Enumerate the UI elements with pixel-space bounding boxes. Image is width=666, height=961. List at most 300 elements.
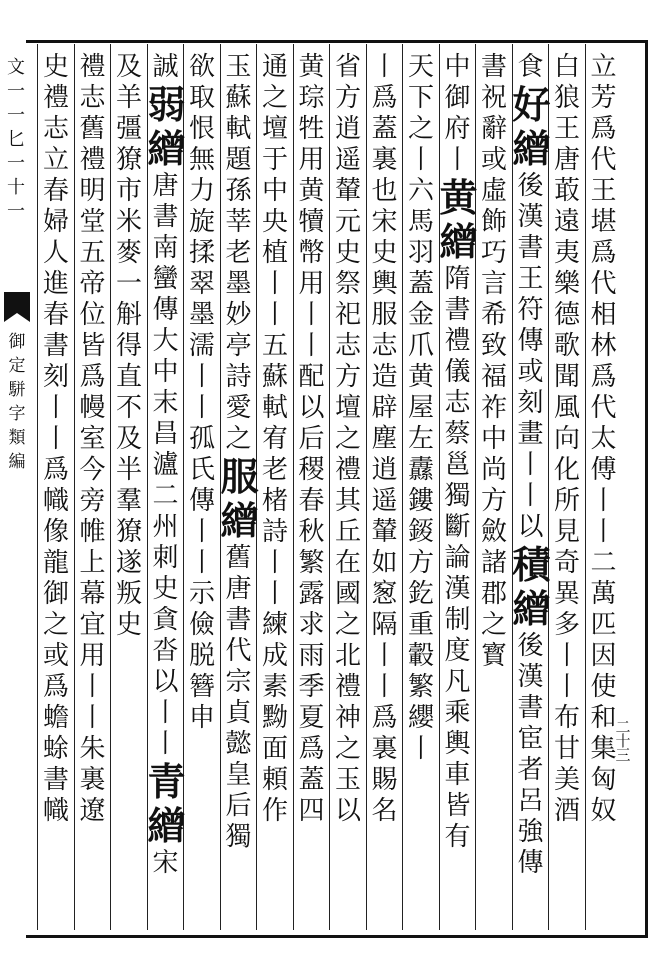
glyph: 見 xyxy=(553,517,580,547)
glyph: 方 xyxy=(334,362,361,392)
glyph: 其 xyxy=(334,486,361,516)
glyph: 因 xyxy=(590,641,617,671)
glyph: 食 xyxy=(517,52,544,82)
glyph: 昌 xyxy=(152,419,179,449)
margin-glyph: 類 xyxy=(8,428,26,448)
glyph: 志 xyxy=(371,331,398,361)
text-column xyxy=(75,52,111,827)
glyph: 面 xyxy=(261,734,288,764)
glyph: 力 xyxy=(188,176,215,206)
glyph: 軾 xyxy=(261,393,288,423)
glyph: 壇 xyxy=(334,393,361,423)
glyph: 夷 xyxy=(553,238,580,268)
glyph: 恨 xyxy=(188,114,215,144)
glyph: 亭 xyxy=(225,331,252,361)
glyph: 繒 xyxy=(147,803,186,848)
glyph: 明 xyxy=(79,176,106,206)
glyph: 隋 xyxy=(444,264,471,294)
glyph: 爪 xyxy=(407,331,434,361)
glyph: 風 xyxy=(553,393,580,423)
glyph: 書 xyxy=(517,233,544,263)
glyph: 轂 xyxy=(407,641,434,671)
glyph: 蔡 xyxy=(444,419,471,449)
glyph: 奇 xyxy=(553,548,580,578)
glyph: 得 xyxy=(115,331,142,361)
glyph: 之 xyxy=(334,734,361,764)
margin-top-fragment xyxy=(2,56,30,224)
glyph: 禮 xyxy=(79,145,106,175)
glyph: 禮 xyxy=(42,83,69,113)
glyph: 壇 xyxy=(261,114,288,144)
glyph: 繒 xyxy=(512,586,551,631)
glyph: 論 xyxy=(444,543,471,573)
glyph: 黄 xyxy=(439,175,478,220)
glyph: 五 xyxy=(79,238,106,268)
glyph: 強 xyxy=(517,817,544,847)
glyph: 詩 xyxy=(261,517,288,547)
glyph: 濡 xyxy=(188,331,215,361)
glyph: 半 xyxy=(115,455,142,485)
glyph: 丨 xyxy=(553,641,580,671)
glyph: 御 xyxy=(42,579,69,609)
glyph: 也 xyxy=(371,176,398,206)
glyph: 爲 xyxy=(298,734,325,764)
margin-glyph: 三 xyxy=(615,746,631,764)
glyph: 位 xyxy=(79,300,106,330)
glyph: 天 xyxy=(407,52,434,82)
glyph: 裏 xyxy=(371,734,398,764)
glyph: 老 xyxy=(225,238,252,268)
glyph: 使 xyxy=(590,672,617,702)
glyph: 蘇 xyxy=(261,362,288,392)
glyph: 丨 xyxy=(553,672,580,702)
glyph: 史 xyxy=(371,238,398,268)
glyph: 書 xyxy=(42,331,69,361)
glyph: 積 xyxy=(512,542,551,587)
glyph: 蜍 xyxy=(42,734,69,764)
glyph: 脱 xyxy=(188,641,215,671)
glyph: 素 xyxy=(261,672,288,702)
glyph: 儉 xyxy=(188,610,215,640)
glyph: 丨 xyxy=(517,481,544,511)
glyph: 春 xyxy=(42,176,69,206)
glyph: 琮 xyxy=(298,83,325,113)
glyph: 祝 xyxy=(480,83,507,113)
glyph: 丨 xyxy=(79,672,106,702)
glyph: 頼 xyxy=(261,765,288,795)
glyph: 中 xyxy=(261,176,288,206)
glyph: 秋 xyxy=(298,517,325,547)
glyph: 在 xyxy=(334,548,361,578)
glyph: 唐 xyxy=(225,574,252,604)
glyph: 太 xyxy=(590,424,617,454)
glyph: 遥 xyxy=(334,145,361,175)
glyph: 皇 xyxy=(225,760,252,790)
glyph: 黝 xyxy=(261,703,288,733)
glyph: 刻 xyxy=(42,362,69,392)
glyph: 凡 xyxy=(444,667,471,697)
glyph: 丨 xyxy=(371,641,398,671)
glyph: 史 xyxy=(115,610,142,640)
margin-glyph: 文 xyxy=(7,57,25,78)
glyph: 舊 xyxy=(225,543,252,573)
glyph: 傳 xyxy=(152,295,179,325)
glyph: 纛 xyxy=(407,455,434,485)
glyph: 宗 xyxy=(225,667,252,697)
glyph: 下 xyxy=(407,83,434,113)
glyph: 書 xyxy=(225,605,252,635)
glyph: 異 xyxy=(553,579,580,609)
glyph: 市 xyxy=(115,176,142,206)
glyph: 代 xyxy=(590,145,617,175)
glyph: 匈 xyxy=(590,765,617,795)
glyph: 玉 xyxy=(334,765,361,795)
text-column xyxy=(221,52,257,853)
glyph: 䆫 xyxy=(371,579,398,609)
margin-glyph: 十 xyxy=(7,177,25,198)
glyph: 六 xyxy=(407,176,434,206)
glyph: 夏 xyxy=(298,703,325,733)
glyph: 羊 xyxy=(115,83,142,113)
margin-glyph: 定 xyxy=(8,356,26,376)
glyph: 央 xyxy=(261,207,288,237)
glyph: 致 xyxy=(480,331,507,361)
glyph: 彊 xyxy=(115,114,142,144)
glyph: 直 xyxy=(115,362,142,392)
glyph: 代 xyxy=(590,393,617,423)
glyph: 露 xyxy=(298,579,325,609)
margin-glyph: 二 xyxy=(615,718,631,736)
glyph: 春 xyxy=(42,300,69,330)
glyph: 丨 xyxy=(590,517,617,547)
glyph: 爲 xyxy=(42,455,69,485)
glyph: 丨 xyxy=(590,486,617,516)
glyph: 美 xyxy=(553,765,580,795)
glyph: 丨 xyxy=(298,300,325,330)
glyph: 匹 xyxy=(590,610,617,640)
glyph: 用 xyxy=(298,145,325,175)
glyph: 傳 xyxy=(188,486,215,516)
margin-glyph: 一 xyxy=(7,105,25,126)
glyph: 諸 xyxy=(480,548,507,578)
glyph: 宥 xyxy=(261,424,288,454)
glyph: 繒 xyxy=(439,219,478,264)
glyph: 化 xyxy=(553,455,580,485)
glyph: 有 xyxy=(444,822,471,852)
glyph: 巧 xyxy=(480,238,507,268)
glyph: 輿 xyxy=(444,729,471,759)
glyph: 禮 xyxy=(79,52,106,82)
glyph: 之 xyxy=(334,424,361,454)
glyph: 釳 xyxy=(407,579,434,609)
glyph: 蘇 xyxy=(225,83,252,113)
glyph: 丨 xyxy=(371,672,398,702)
glyph: 或 xyxy=(517,357,544,387)
glyph: 省 xyxy=(334,52,361,82)
glyph: 禮 xyxy=(334,672,361,702)
glyph: 北 xyxy=(334,641,361,671)
glyph: 輿 xyxy=(371,269,398,299)
glyph: 之 xyxy=(407,114,434,144)
glyph: 符 xyxy=(517,295,544,325)
glyph: 唐 xyxy=(152,171,179,201)
glyph: 裏 xyxy=(79,765,106,795)
glyph: 獨 xyxy=(444,481,471,511)
glyph: 帷 xyxy=(79,517,106,547)
glyph: 獠 xyxy=(115,145,142,175)
margin-glyph: 一 xyxy=(7,153,25,174)
glyph: 服 xyxy=(371,300,398,330)
glyph: 遠 xyxy=(553,207,580,237)
margin-glyph: 一 xyxy=(7,201,25,222)
glyph: 希 xyxy=(480,300,507,330)
glyph: 蓋 xyxy=(371,114,398,144)
glyph: 志 xyxy=(444,388,471,418)
fish-tail-mark xyxy=(4,292,30,322)
glyph: 幟 xyxy=(42,486,69,516)
text-column xyxy=(294,52,330,827)
glyph: 禮 xyxy=(444,326,471,356)
glyph: 四 xyxy=(298,796,325,826)
glyph: 書 xyxy=(444,295,471,325)
glyph: 二 xyxy=(590,548,617,578)
glyph: 書 xyxy=(42,765,69,795)
glyph: 申 xyxy=(188,703,215,733)
glyph: 元 xyxy=(334,207,361,237)
glyph: 玉 xyxy=(225,52,252,82)
glyph: 寳 xyxy=(480,641,507,671)
glyph: 旋 xyxy=(188,207,215,237)
glyph: 丘 xyxy=(334,517,361,547)
glyph: 堂 xyxy=(79,207,106,237)
glyph: 爲 xyxy=(371,83,398,113)
margin-glyph: 一 xyxy=(7,81,25,102)
glyph: 求 xyxy=(298,610,325,640)
glyph: 爲 xyxy=(371,703,398,733)
glyph: 如 xyxy=(371,548,398,578)
glyph: 方 xyxy=(407,548,434,578)
glyph: 貞 xyxy=(225,698,252,728)
glyph: 王 xyxy=(553,114,580,144)
glyph: 和 xyxy=(590,703,617,733)
glyph: 屋 xyxy=(407,393,434,423)
glyph: 丨 xyxy=(188,548,215,578)
glyph: 禮 xyxy=(334,455,361,485)
glyph: 史 xyxy=(334,238,361,268)
glyph: 及 xyxy=(115,424,142,454)
glyph: 飾 xyxy=(480,207,507,237)
glyph: 丨 xyxy=(188,517,215,547)
glyph: 麥 xyxy=(115,238,142,268)
glyph: 上 xyxy=(79,548,106,578)
glyph: 丨 xyxy=(371,52,398,82)
glyph: 幕 xyxy=(79,579,106,609)
margin-book-label xyxy=(4,330,30,474)
glyph: 配 xyxy=(298,362,325,392)
glyph: 黄 xyxy=(407,362,434,392)
glyph: 題 xyxy=(225,145,252,175)
glyph: 之 xyxy=(42,610,69,640)
glyph: 塵 xyxy=(371,424,398,454)
glyph: 福 xyxy=(480,362,507,392)
glyph: 墨 xyxy=(188,300,215,330)
glyph: 服 xyxy=(220,454,259,499)
glyph: 後 xyxy=(517,171,544,201)
glyph: 取 xyxy=(188,83,215,113)
glyph: 林 xyxy=(590,331,617,361)
glyph: 斂 xyxy=(480,517,507,547)
glyph: 立 xyxy=(590,52,617,82)
glyph: 志 xyxy=(79,83,106,113)
glyph: 及 xyxy=(115,52,142,82)
glyph: 遥 xyxy=(371,486,398,516)
glyph: 刺 xyxy=(152,543,179,573)
glyph: 神 xyxy=(334,703,361,733)
glyph: 斛 xyxy=(115,300,142,330)
glyph: 儀 xyxy=(444,357,471,387)
glyph: 植 xyxy=(261,238,288,268)
glyph: 示 xyxy=(188,579,215,609)
glyph: 所 xyxy=(553,486,580,516)
glyph: 裏 xyxy=(371,145,398,175)
glyph: 爲 xyxy=(79,362,106,392)
glyph: 人 xyxy=(42,238,69,268)
glyph: 室 xyxy=(79,424,106,454)
glyph: 相 xyxy=(590,300,617,330)
margin-glyph: 駢 xyxy=(8,380,26,400)
glyph: 羣 xyxy=(115,486,142,516)
glyph: 乘 xyxy=(444,698,471,728)
glyph: 孤 xyxy=(188,424,215,454)
text-column xyxy=(257,52,293,827)
glyph: 幣 xyxy=(298,238,325,268)
glyph: 叛 xyxy=(115,579,142,609)
glyph: 像 xyxy=(42,517,69,547)
glyph: 芳 xyxy=(590,83,617,113)
glyph: 弱 xyxy=(147,82,186,127)
glyph: 方 xyxy=(480,486,507,516)
glyph: 多 xyxy=(553,610,580,640)
glyph: 朱 xyxy=(79,734,106,764)
glyph: 婦 xyxy=(42,207,69,237)
glyph: 丨 xyxy=(188,393,215,423)
glyph: 書 xyxy=(517,693,544,723)
glyph: 幔 xyxy=(79,393,106,423)
glyph: 丨 xyxy=(42,424,69,454)
glyph: 一 xyxy=(115,269,142,299)
glyph: 蟾 xyxy=(42,703,69,733)
glyph: 傅 xyxy=(590,455,617,485)
glyph: 言 xyxy=(480,269,507,299)
glyph: 纓 xyxy=(407,703,434,733)
glyph: 爲 xyxy=(590,362,617,392)
glyph: 氏 xyxy=(188,455,215,485)
text-column xyxy=(148,52,184,879)
glyph: 獠 xyxy=(115,517,142,547)
glyph: 德 xyxy=(553,300,580,330)
glyph: 國 xyxy=(334,579,361,609)
glyph: 代 xyxy=(225,636,252,666)
glyph: 史 xyxy=(42,52,69,82)
glyph: 丨 xyxy=(79,703,106,733)
margin-glyph: 字 xyxy=(8,404,26,424)
glyph: 鏤 xyxy=(407,486,434,516)
glyph: 蠻 xyxy=(152,264,179,294)
text-column xyxy=(440,52,476,853)
glyph: 州 xyxy=(152,512,179,542)
glyph: 爲 xyxy=(590,238,617,268)
glyph: 繒 xyxy=(147,126,186,171)
glyph: 王 xyxy=(517,264,544,294)
glyph: 詩 xyxy=(225,362,252,392)
glyph: 用 xyxy=(79,641,106,671)
glyph: 祭 xyxy=(334,269,361,299)
glyph: 于 xyxy=(261,145,288,175)
glyph: 蓋 xyxy=(298,765,325,795)
glyph: 馬 xyxy=(407,207,434,237)
glyph: 白 xyxy=(553,52,580,82)
glyph: 中 xyxy=(152,357,179,387)
glyph: 或 xyxy=(42,641,69,671)
glyph: 季 xyxy=(298,672,325,702)
text-column xyxy=(476,52,512,672)
margin-glyph: 匕 xyxy=(7,129,25,150)
glyph: 左 xyxy=(407,424,434,454)
glyph: 斷 xyxy=(444,512,471,542)
glyph: 逍 xyxy=(371,455,398,485)
glyph: 之 xyxy=(261,83,288,113)
glyph: 祚 xyxy=(480,393,507,423)
text-column xyxy=(367,52,403,827)
glyph: 丨 xyxy=(444,145,471,175)
glyph: 楮 xyxy=(261,486,288,516)
glyph: 府 xyxy=(444,114,471,144)
glyph: 丨 xyxy=(152,729,179,759)
glyph: 車 xyxy=(444,760,471,790)
glyph: 集 xyxy=(590,734,617,764)
glyph: 酒 xyxy=(553,796,580,826)
glyph: 黄 xyxy=(298,176,325,206)
glyph: 五 xyxy=(261,331,288,361)
glyph: 歌 xyxy=(553,331,580,361)
glyph: 后 xyxy=(225,791,252,821)
glyph: 刻 xyxy=(517,388,544,418)
glyph: 名 xyxy=(371,796,398,826)
glyph: 聞 xyxy=(553,362,580,392)
glyph: 王 xyxy=(590,176,617,206)
glyph: 方 xyxy=(334,83,361,113)
glyph: 丨 xyxy=(407,145,434,175)
glyph: 虛 xyxy=(480,176,507,206)
glyph: 度 xyxy=(444,636,471,666)
glyph: 丨 xyxy=(261,579,288,609)
glyph: 繒 xyxy=(220,498,259,543)
glyph: 宦 xyxy=(517,724,544,754)
glyph: 漢 xyxy=(444,574,471,604)
glyph: 郡 xyxy=(480,579,507,609)
glyph: 丨 xyxy=(298,331,325,361)
glyph: 無 xyxy=(188,145,215,175)
text-column xyxy=(403,52,439,765)
glyph: 宜 xyxy=(79,610,106,640)
glyph: 末 xyxy=(152,388,179,418)
glyph: 造 xyxy=(371,362,398,392)
glyph: 後 xyxy=(517,631,544,661)
glyph: 揉 xyxy=(188,238,215,268)
glyph: 今 xyxy=(79,455,106,485)
glyph: 傳 xyxy=(517,326,544,356)
glyph: 甘 xyxy=(553,734,580,764)
